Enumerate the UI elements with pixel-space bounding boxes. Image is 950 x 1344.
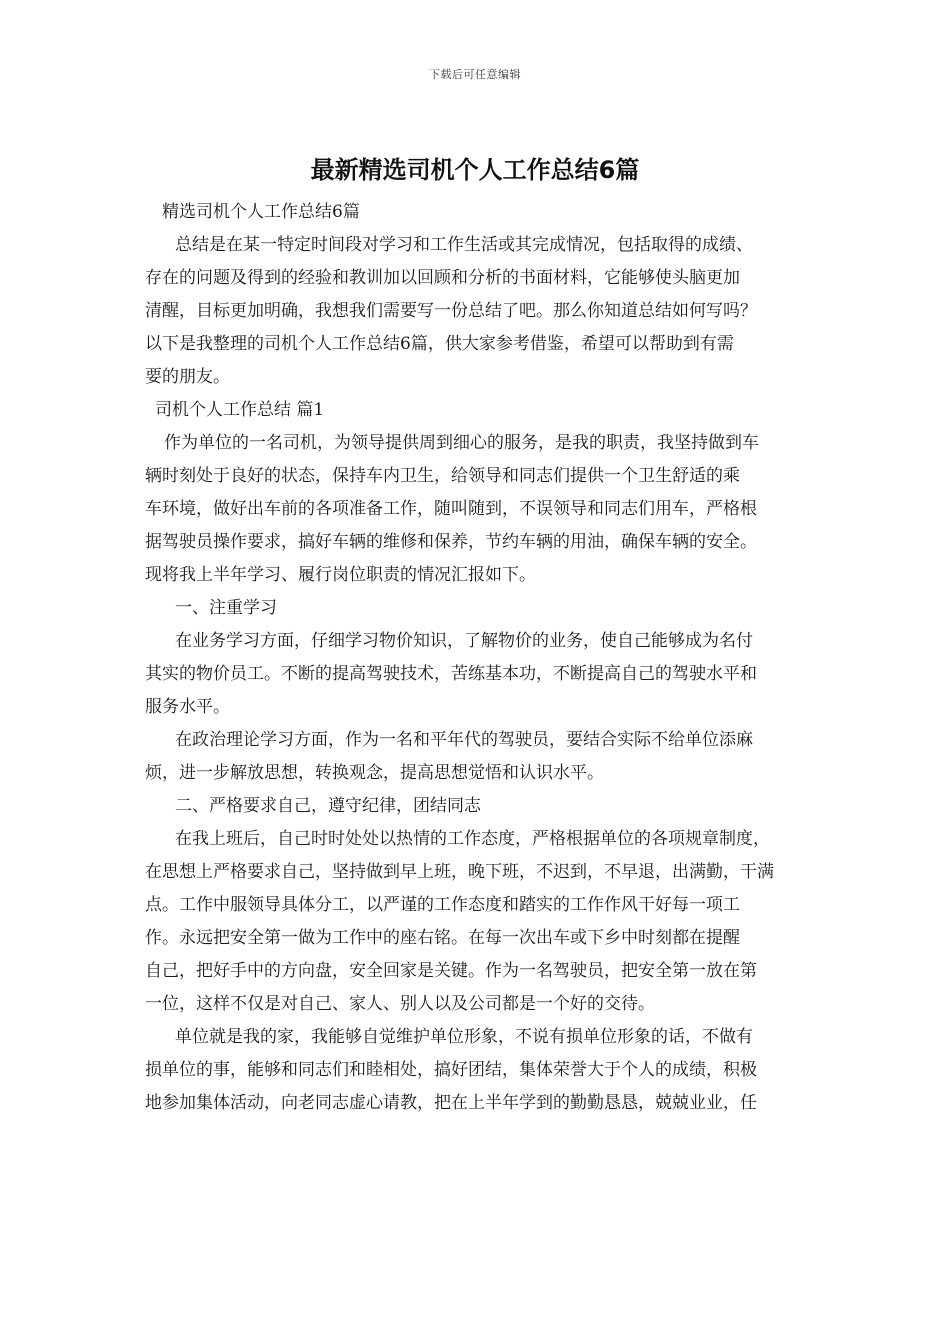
section-heading: 司机个人工作总结 篇1 <box>155 400 325 420</box>
paragraph-line: 在我上班后，自己时时处处以热情的工作态度，严格根据单位的各项规章制度， <box>175 829 770 849</box>
paragraph-line: 作为单位的一名司机，为领导提供周到细心的服务，是我的职责，我坚持做到车 <box>164 433 759 453</box>
paragraph-line: 损单位的事，能够和同志们和睦相处，搞好团结，集体荣誉大于个人的成绩，积极 <box>145 1060 757 1080</box>
paragraph-line: 点。工作中服领导具体分工，以严谨的工作态度和踏实的工作作风干好每一项工 <box>145 895 740 915</box>
document-body <box>145 196 815 1120</box>
paragraph-line: 辆时刻处于良好的状态，保持车内卫生，给领导和同志们提供一个卫生舒适的乘 <box>145 466 740 486</box>
paragraph-line: 在政治理论学习方面，作为一名和平年代的驾驶员，要结合实际不给单位添麻 <box>175 730 753 750</box>
section-heading: 一、注重学习 <box>175 598 277 618</box>
paragraph-line: 其实的物价员工。不断的提高驾驶技术，苦练基本功，不断提高自己的驾驶水平和 <box>145 664 757 684</box>
paragraph-line: 存在的问题及得到的经验和教训加以回顾和分析的书面材料，它能够使头脑更加 <box>145 268 740 288</box>
paragraph-line: 车环境，做好出车前的各项准备工作，随叫随到，不误领导和同志们用车，严格根 <box>145 499 757 519</box>
paragraph-line: 以下是我整理的司机个人工作总结6篇，供大家参考借鉴，希望可以帮助到有需 <box>145 334 734 354</box>
paragraph-line: 作。永远把安全第一做为工作中的座右铭。在每一次出车或下乡中时刻都在提醒 <box>145 928 740 948</box>
paragraph-line: 单位就是我的家，我能够自觉维护单位形象，不说有损单位形象的话，不做有 <box>175 1027 753 1047</box>
paragraph-line: 地参加集体活动，向老同志虚心请教，把在上半年学到的勤勤恳恳，兢兢业业，任 <box>145 1093 757 1113</box>
paragraph-line: 总结是在某一特定时间段对学习和工作生活或其完成情况，包括取得的成绩、 <box>175 235 753 255</box>
paragraph-line: 自己，把好手中的方向盘，安全回家是关键。作为一名驾驶员，把安全第一放在第 <box>145 961 757 981</box>
section-heading: 二、严格要求自己，遵守纪律，团结同志 <box>175 796 481 816</box>
paragraph-line: 烦，进一步解放思想，转换观念，提高思想觉悟和认识水平。 <box>145 763 604 783</box>
paragraph-line: 要的朋友。 <box>145 367 230 387</box>
paragraph-line: 清醒，目标更加明确，我想我们需要写一份总结了吧。那么你知道总结如何写吗？ <box>145 301 757 321</box>
paragraph-line: 一位，这样不仅是对自己、家人、别人以及公司都是一个好的交待。 <box>145 994 655 1014</box>
subtitle-line: 精选司机个人工作总结6篇 <box>162 202 360 222</box>
paragraph-line: 现将我上半年学习、履行岗位职责的情况汇报如下。 <box>145 565 536 585</box>
paragraph-line: 在思想上严格要求自己，坚持做到早上班，晚下班，不迟到，不早退，出满勤，干满 <box>145 862 774 882</box>
paragraph-line: 据驾驶员操作要求，搞好车辆的维修和保养，节约车辆的用油，确保车辆的安全。 <box>145 532 757 552</box>
document-title: 最新精选司机个人工作总结6篇 <box>310 156 640 184</box>
paragraph-line: 在业务学习方面，仔细学习物价知识，了解物价的业务，使自己能够成为名付 <box>175 631 753 651</box>
paragraph-line: 服务水平。 <box>145 697 230 717</box>
header-note: 下载后可任意编辑 <box>429 68 521 81</box>
